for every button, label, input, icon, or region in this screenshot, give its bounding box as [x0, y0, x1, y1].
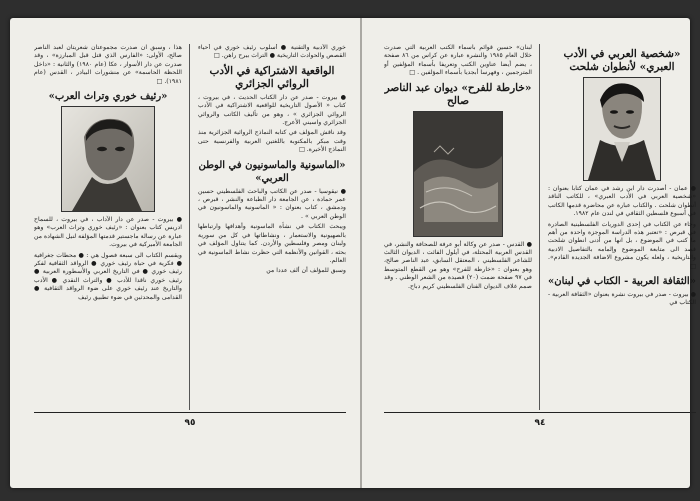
article-body: ● نيقوسيا - صدر عن الكاتب والباحث الفلسطيني حسين عمر حمادة ، عن الجامعة دار الطباعة والنشر ، قبرص ، ودمشق ، كتاب بعنوان : « الماسونية والماسونيون في الوطن العربي » . — [198, 187, 346, 220]
page-94-column-left — [384, 44, 532, 410]
author-portrait-photo — [61, 106, 155, 212]
page-bottom-rule — [384, 412, 696, 413]
article-heading: «رئيف خوري وتراث العرب» — [48, 91, 168, 103]
article-body: ● عمان - أصدرت دار ابن رشد في عمان كتابا بعنوان : «شخصية العربي في الأدب العبري» ، للكاتب الناقد أنطوان شلحت . والكتاب عبارة عن محاضرة قدمها الكاتب في أسبوع فلسطين الثقافي في لندن عام ١٩٨٢. — [548, 185, 696, 218]
article-heading: «خارطة للفرح» ديوان عبد الناصر صالح — [384, 81, 532, 107]
column-divider — [189, 44, 190, 410]
article-continuation: هذا ، وسبق ان صدرت مجموعتان شعريتان لعبد الناصر صالح، الأولى: «الفارس الذي قتل قبل المبارزة» ، وقد صدرت عن دار الأسوار ، عكا (عام ١٩٨٠) والثانية : «داخل اللحظة الحاسمة» عن منشورات البيادر ، القدس (عام ١٩٨١). □ — [34, 44, 182, 85]
article-body: وجاء عن الكتاب في إحدى الدوريات الفلسطينية الصادرة في قبرص : «تعتبر هذه الدراسة الموجزة واحدة من أهم ما كتب في الموضوع ، بل انها من أدنى انطوان شلحت قصد الى متابعة الموضوع وإلمامه بالتفاصيل الادبية والتاريخية ، ولعله يكون مشروع الاضافة الجديدة القادم». □ — [548, 220, 696, 270]
article-body: ● بيروت - صدر في بيروت نشرة بعنوان «الثقافة العربية - الكتاب في — [548, 291, 696, 307]
article-continuation: لبنان» حسين قوائم بأسماء الكتب العربية التي صدرت خلال العام ١٩٨٥ والنشرة عبارة عن كراس من ٨٦ صفحة ، يضم أيضا عناوين الكتب وتعريفا بأسماء المؤلفين أو المترجمين ، وفهرسا أبجديا بأسماء المؤلفين . □ — [384, 44, 532, 77]
page-bottom-rule — [34, 412, 346, 413]
page-94-column-right — [548, 44, 696, 410]
page-94 — [384, 44, 696, 444]
column-divider — [539, 44, 540, 410]
book-cover-image — [413, 111, 503, 237]
article-body: وقد ناقش المؤلف في كتابه النماذج الروائية الجزائرية منذ وقت مبكر بالمكتوبة باللغتين العربية والفرنسية حتى النماذج الأخيرة. □ — [198, 129, 346, 154]
article-body: ● القدس - صدر عن وكالة أبو عرفة للصحافة والنشر، في القدس العربية المحتلة، في أيلول الفائت ، الديوان الثالث للشاعر الفلسطيني ، المعتقل السابق، عبد الناصر صالح، وهو بعنوان : «خارطة للفرح» وهو من القطع المتوسط في ٩٧ صفحة ضمت (٢٠) قصيدة من الشعر الوطني . وقد صمم غلاف الديوان الفنان الفلسطيني كريم دباح. — [384, 240, 532, 290]
article-heading: الواقعية الاشتراكية في الأدب الروائي الجزائري — [209, 64, 335, 90]
article-body: ويبحث الكتاب في نشأة الماسونية وأهدافها وارتباطها بالصهيونية والاستعمار ، ونشاطاتها في كل من سورية ولبنان ومصر وفلسطين والأردن. كما يتناول المؤلف في بحثه ، القوانين والأنظمة التي حظرت نشاط الماسونية في العالم. — [198, 223, 346, 264]
article-heading: «الثقافة العربية - الكتاب في لبنان» — [548, 276, 696, 288]
page-number: ٩٤ — [534, 418, 546, 428]
page-95-column-right — [198, 44, 346, 410]
article-continuation: خوري الأدبية والتقنية ● أسلوب رئيف خوري في أحياء القصص والحوادث التاريخية ● التراث بيرح راهن. □ — [198, 44, 346, 60]
page-95-column-left — [34, 44, 182, 410]
page-number: ٩٥ — [184, 418, 196, 428]
article-body: ● بيروت - صدر عن دار الآداب ، في بيروت ، للسماح ادريس كتاب بعنوان : «رئيف خوري وتراث العرب» وهو عبارة عن رسالة ماجستير قدمتها المؤلفة لنيل الشهادة من الجامعة الأميركية في بيروت. — [34, 216, 182, 249]
article-heading: «شخصية العربي في الأدب العبري» لأنطوان شلحت — [563, 48, 681, 73]
book-gutter — [360, 18, 362, 488]
book-spread — [10, 18, 696, 488]
article-body: وسبق للمؤلف أن ألف عددا من — [266, 267, 346, 275]
article-heading: «الماسونية والماسونيون في الوطن العربي» — [198, 159, 346, 184]
author-portrait-photo — [583, 77, 661, 181]
article-body: ● بيروت - صدر عن دار الكتاب الحديث ، في بيروت ، كتاب « الأصول التاريخية للواقعية الاشتراكية في الأدب الروائي الجزائري » ، وهو من تأليف الكاتب والروائي الجزائري واسيني الأعرج. — [198, 93, 346, 127]
page-95 — [34, 44, 346, 444]
article-body: ويقسم الكتاب الى سبعة فصول هي : ● محطات جغرافية ● فكرية في حياة رئيف خوري ● الرواقد الثقافية لفكر رئيف خوري ● في التاريخ العربي والأسطورة العربية ● رئيف خوري ناقدا للأدب ● والتراث النقدي ● الأدب والتاريخ عند رئيف خوري على ضوء الرواقد الثقافية ● القدامى والمحدثين في ضوء تطبيق رئيف — [34, 251, 182, 301]
